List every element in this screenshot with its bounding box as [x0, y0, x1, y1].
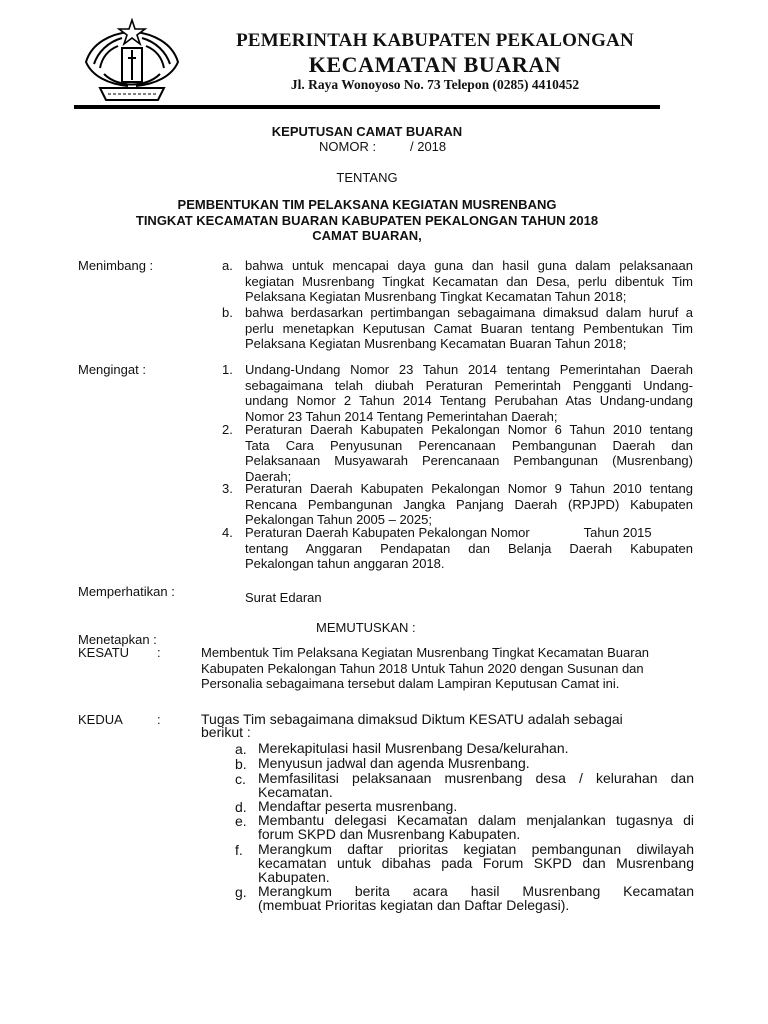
- list-item: bahwa untuk mencapai daya guna dan hasil guna dalam pelaksanaan kegiatan Musrenbang Tingkat Kecamatan dan Desa, perlu dibentuk Tim Pelaksana Kegiatan Musrenbang Tingkat Kecamatan Tahun 2018;: [245, 258, 693, 304]
- list-item: Menyusun jadwal dan agenda Musrenbang.: [258, 755, 530, 771]
- list-marker: a.: [235, 741, 247, 757]
- list-marker: b.: [222, 305, 233, 320]
- subject-line-2: TINGKAT KECAMATAN BUARAN KABUPATEN PEKALONGAN TAHUN 2018: [135, 213, 599, 228]
- list-item: Undang-Undang Nomor 23 Tahun 2014 tentang Pemerintahan Daerah sebagaimana telah diubah Peraturan Pemerintah Pengganti Undang- undang Nomor 2 Tahun 2014 Tentang Perubahan Atas Undang-undang Nomor 23 Tahun 2014 Tentang Pemerintahan Daerah;: [245, 362, 693, 424]
- pekalongan-regency-emblem-icon: [78, 18, 186, 104]
- list-marker: f.: [235, 842, 243, 858]
- letterhead-office: KECAMATAN BUARAN: [308, 52, 562, 77]
- list-marker: 4.: [222, 525, 233, 540]
- list-item: Membantu delegasi Kecamatan dalam menjalankan tugasnya di forum SKPD dan Musrenbang Kabupaten.: [258, 812, 694, 842]
- list-item: bahwa berdasarkan pertimbangan sebagaimana dimaksud dalam huruf a perlu menetapkan Keputusan Camat Buaran tentang Pembentukan Tim Pelaksana Kegiatan Musrenbang Kecamatan Buaran Tahun 2018;: [245, 305, 693, 351]
- list-item: Peraturan Daerah Kabupaten Pekalongan Nomor Tahun 2015 tentang Anggaran Pendapatan dan Belanja Daerah Kabupaten Pekalongan tahun anggaran 2018.: [245, 525, 693, 571]
- subject-line-1: PEMBENTUKAN TIM PELAKSANA KEGIATAN MUSRENBANG: [177, 197, 557, 212]
- memutuskan-heading: MEMUTUSKAN :: [316, 620, 416, 635]
- decree-number-year: / 2018: [410, 139, 447, 154]
- list-marker: 3.: [222, 481, 233, 496]
- list-item: Memfasilitasi pelaksanaan musrenbang desa / kelurahan dan Kecamatan.: [258, 770, 694, 800]
- list-marker: c.: [235, 771, 246, 787]
- kesatu-text: Membentuk Tim Pelaksana Kegiatan Musrenbang Tingkat Kecamatan Buaran Kabupaten Pekalongan Tahun 2018 Untuk Tahun 2020 dengan Susunan dan Personalia sebagaimana tersebut dalam Lampiran Keputusan Camat ini.: [201, 645, 650, 691]
- list-marker: e.: [235, 813, 247, 829]
- list-item: Peraturan Daerah Kabupaten Pekalongan Nomor 6 Tahun 2010 tentang Tata Cara Penyusunan Perencanaan Pembangunan Daerah dan Pelaksanaan Musyawarah Perencanaan Pembangunan (Musrenbang) Daerah;: [245, 422, 693, 484]
- decree-number-label: NOMOR :: [319, 139, 377, 154]
- list-item: Merangkum daftar prioritas kegiatan pembangunan diwilayah kecamatan untuk dibahas pada Forum SKPD dan Musrenbang Kabupaten.: [258, 841, 694, 885]
- list-marker: g.: [235, 884, 247, 900]
- list-item: Merangkum berita acara hasil Musrenbang Kecamatan (membuat Prioritas kegiatan dan Daftar Delegasi).: [258, 883, 694, 913]
- letterhead-rule: [74, 105, 660, 109]
- memperhatikan-label: Memperhatikan :: [78, 584, 175, 599]
- list-item: Peraturan Daerah Kabupaten Pekalongan Nomor 9 Tahun 2010 tentang Rencana Pembangunan Jangka Panjang Daerah (RPJPD) Kabupaten Pekalongan Tahun 2005 – 2025;: [245, 481, 693, 527]
- list-marker: b.: [235, 756, 247, 772]
- issuer-heading: CAMAT BUARAN,: [312, 228, 422, 243]
- letterhead-government: PEMERINTAH KABUPATEN PEKALONGAN: [236, 30, 634, 51]
- kesatu-label: KESATU: [78, 645, 130, 660]
- list-marker: 2.: [222, 422, 233, 437]
- letterhead-address: Jl. Raya Wonoyoso No. 73 Telepon (0285) 4410452: [290, 77, 580, 92]
- kedua-label: KEDUA: [78, 712, 123, 727]
- kedua-colon: :: [157, 712, 161, 727]
- list-marker: a.: [222, 258, 233, 273]
- kedua-intro: Tugas Tim sebagaimana dimaksud Diktum KESATU adalah sebagai berikut :: [201, 711, 623, 740]
- about-heading: TENTANG: [336, 170, 398, 185]
- menimbang-label: Menimbang :: [78, 258, 154, 273]
- list-marker: d.: [235, 799, 247, 815]
- menetapkan-label: Menetapkan :: [78, 632, 157, 647]
- memperhatikan-text: Surat Edaran: [245, 590, 322, 605]
- list-item: Merekapitulasi hasil Musrenbang Desa/kelurahan.: [258, 740, 569, 756]
- decree-title: KEPUTUSAN CAMAT BUARAN: [271, 124, 463, 139]
- mengingat-label: Mengingat :: [78, 362, 146, 377]
- list-marker: 1.: [222, 362, 233, 377]
- kesatu-colon: :: [157, 645, 161, 660]
- list-item: Mendaftar peserta musrenbang.: [258, 798, 458, 814]
